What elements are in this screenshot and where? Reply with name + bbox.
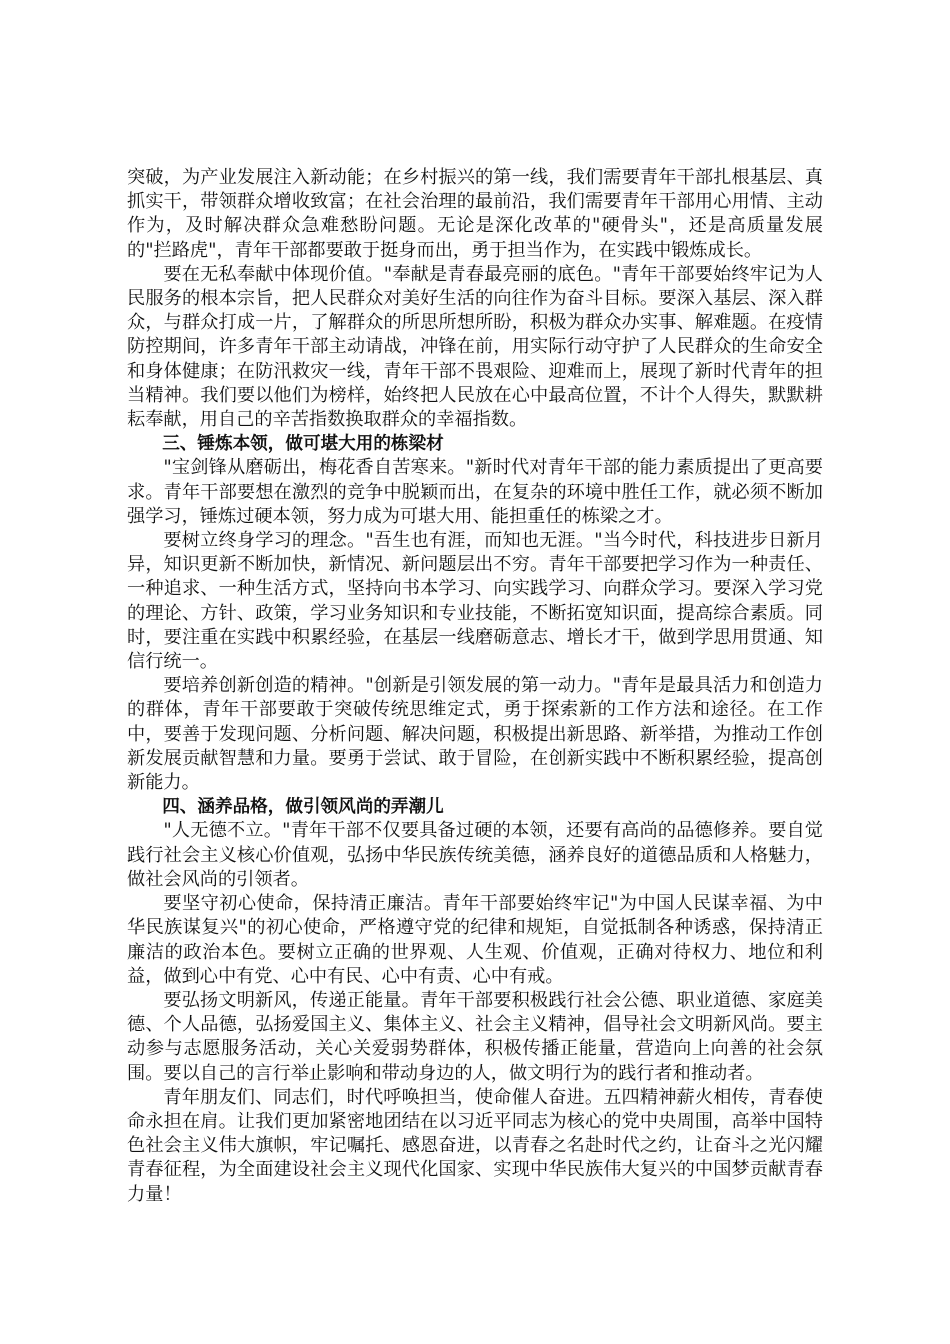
paragraph-ability-intro: "宝剑锋从磨砺出，梅花香自苦寒来。"新时代对青年干部的能力素质提出了更高要求。青年干部要想在激烈的竞争中脱颖而出，在复杂的环境中胜任工作，就必须不断加强学习，锤炼过硬本领，努力成为可堪大用、能担重任的栋梁之才。 [127,457,823,527]
paragraph-closing: 青年朋友们、同志们，时代呼唤担当，使命催人奋进。五四精神薪火相传，青春使命永担在肩。让我们更加紧密地团结在以习近平同志为核心的党中央周围，高举中国特色社会主义伟大旗帜，牢记嘱托、感恩奋进，以青春之名赴时代之约，让奋斗之光闪耀青春征程，为全面建设社会主义现代化国家、实现中华民族伟大复兴的中国梦贡献青春力量！ [127,1086,823,1205]
section-heading-four: 四、涵养品格，做引领风尚的弄潮儿 [162,797,444,818]
paragraph-morality-intro: "人无德不立。"青年干部不仅要具备过硬的本领，还要有高尚的品德修养。要自觉践行社会主义核心价值观，弘扬中华民族传统美德，涵养良好的道德品质和人格魅力，做社会风尚的引领者。 [127,820,823,890]
paragraph-integrity: 要坚守初心使命，保持清正廉洁。青年干部要始终牢记"为中国人民谋幸福、为中华民族谋复兴"的初心使命，严格遵守党的纪律和规矩，自觉抵制各种诱惑，保持清正廉洁的政治本色。要树立正确的世界观、人生观、价值观，正确对待权力、地位和利益，做到心中有党、心中有民、心中有责、心中有戒。 [127,893,823,987]
paragraph-innovation: 要培养创新创造的精神。"创新是引领发展的第一动力。"青年是最具活力和创造力的群体，青年干部要敢于突破传统思维定式，勇于探索新的工作方法和途径。在工作中，要善于发现问题、分析问题、解决问题，积极提出新思路、新举措，为推动工作创新发展贡献智慧和力量。要勇于尝试、敢于冒险，在创新实践中不断积累经验，提高创新能力。 [127,675,823,794]
paragraph-continued: 突破，为产业发展注入新动能；在乡村振兴的第一线，我们需要青年干部扎根基层、真抓实干，带领群众增收致富；在社会治理的最前沿，我们需要青年干部用心用情、主动作为，及时解决群众急难愁盼问题。无论是深化改革的"硬骨头"，还是高质量发展的"拦路虎"，青年干部都要敢于挺身而出，勇于担当作为，在实践中锻炼成长。 [127,167,823,261]
document-page [127,166,823,1207]
paragraph-dedication: 要在无私奉献中体现价值。"奉献是青春最亮丽的底色。"青年干部要始终牢记为人民服务的根本宗旨，把人民群众对美好生活的向往作为奋斗目标。要深入基层、深入群众，与群众打成一片，了解群众的所思所想所盼，积极为群众办实事、解难题。在疫情防控期间，许多青年干部主动请战，冲锋在前，用实际行动守护了人民群众的生命安全和身体健康；在防汛救灾一线，青年干部不畏艰险、迎难而上，展现了新时代青年的担当精神。我们要以他们为榜样，始终把人民放在心中最高位置，不计个人得失，默默耕耘奉献，用自己的辛苦指数换取群众的幸福指数。 [127,263,823,431]
section-heading-three: 三、锤炼本领，做可堪大用的栋梁材 [162,434,444,455]
paragraph-lifelong-learning: 要树立终身学习的理念。"吾生也有涯，而知也无涯。"当今时代，科技进步日新月异，知识更新不断加快，新情况、新问题层出不穷。青年干部要把学习作为一种责任、一种追求、一种生活方式，坚持向书本学习、向实践学习、向群众学习。要深入学习党的理论、方针、政策，学习业务知识和专业技能，不断拓宽知识面，提高综合素质。同时，要注重在实践中积累经验，在基层一线磨砺意志、增长才干，做到学思用贯通、知信行统一。 [127,530,823,673]
paragraph-civility: 要弘扬文明新风，传递正能量。青年干部要积极践行社会公德、职业道德、家庭美德、个人品德，弘扬爱国主义、集体主义、社会主义精神，倡导社会文明新风尚。要主动参与志愿服务活动，关心关爱弱势群体，积极传播正能量，营造向上向善的社会氛围。要以自己的言行举止影响和带动身边的人，做文明行为的践行者和推动者。 [127,989,823,1084]
